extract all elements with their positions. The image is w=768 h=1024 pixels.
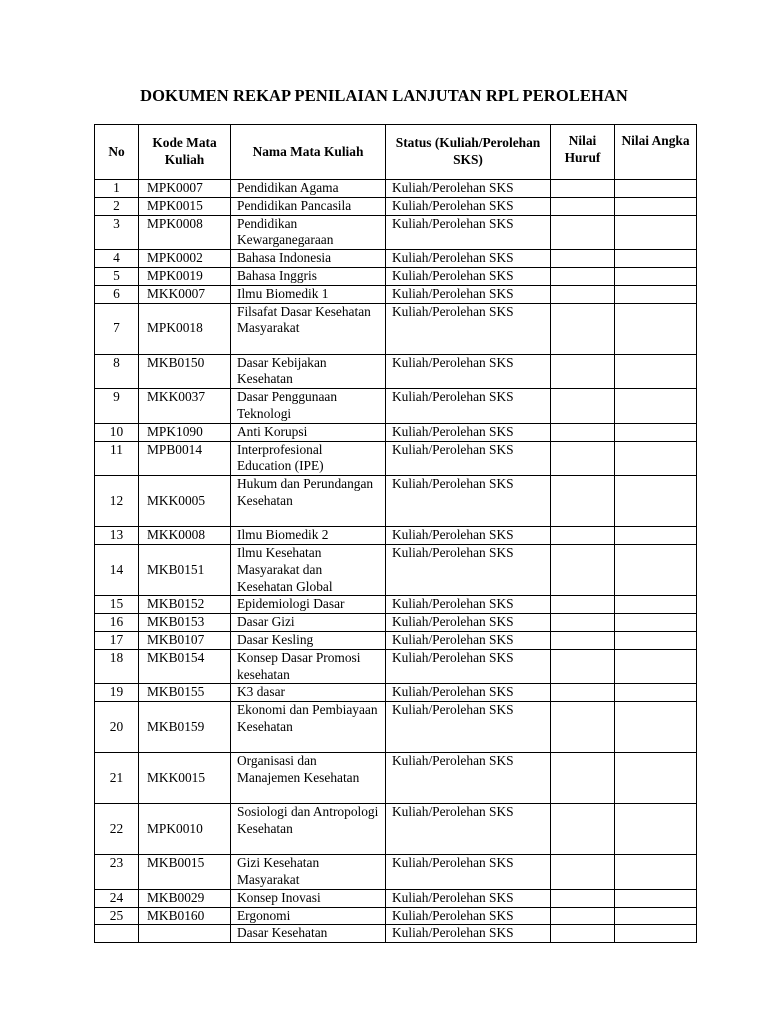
course-code: MPK0002 — [139, 250, 231, 268]
nilai-angka-cell — [615, 215, 697, 250]
document-title: DOKUMEN REKAP PENILAIAN LANJUTAN RPL PEROLEHAN — [140, 86, 628, 105]
course-code: MKB0015 — [139, 855, 231, 890]
nilai-angka-cell — [615, 354, 697, 389]
row-number: 2 — [95, 197, 139, 215]
table-row — [95, 303, 697, 354]
course-status: Kuliah/Perolehan SKS — [386, 889, 551, 907]
course-status: Kuliah/Perolehan SKS — [386, 753, 551, 804]
table-row — [95, 804, 697, 855]
nilai-angka-cell — [615, 285, 697, 303]
course-name: Dasar Kesehatan — [231, 925, 386, 943]
row-number: 9 — [95, 389, 139, 424]
course-name: Dasar Gizi — [231, 614, 386, 632]
course-status: Kuliah/Perolehan SKS — [386, 197, 551, 215]
table-row — [95, 925, 697, 943]
table-row — [95, 285, 697, 303]
course-code: MKB0152 — [139, 596, 231, 614]
row-number: 16 — [95, 614, 139, 632]
course-name: Pendidikan Kewarganegaraan — [231, 215, 386, 250]
table-row — [95, 250, 697, 268]
nilai-huruf-cell — [551, 423, 615, 441]
row-number: 5 — [95, 267, 139, 285]
course-name: Interprofesional Education (IPE) — [231, 441, 386, 476]
nilai-huruf-cell — [551, 180, 615, 198]
course-name: Dasar Kebijakan Kesehatan — [231, 354, 386, 389]
nilai-angka-cell — [615, 649, 697, 684]
nilai-angka-cell — [615, 925, 697, 943]
row-number: 17 — [95, 631, 139, 649]
nilai-angka-cell — [615, 614, 697, 632]
nilai-angka-cell — [615, 544, 697, 595]
row-number: 11 — [95, 441, 139, 476]
nilai-angka-cell — [615, 702, 697, 753]
row-number: 24 — [95, 889, 139, 907]
row-number: 8 — [95, 354, 139, 389]
row-number: 19 — [95, 684, 139, 702]
course-status: Kuliah/Perolehan SKS — [386, 925, 551, 943]
nilai-huruf-cell — [551, 544, 615, 595]
table-row — [95, 907, 697, 925]
course-code: MKK0037 — [139, 389, 231, 424]
course-name: Dasar Penggunaan Teknologi — [231, 389, 386, 424]
course-status: Kuliah/Perolehan SKS — [386, 855, 551, 890]
table-row — [95, 753, 697, 804]
course-code: MPK0019 — [139, 267, 231, 285]
nilai-angka-cell — [615, 423, 697, 441]
nilai-angka-cell — [615, 889, 697, 907]
course-status: Kuliah/Perolehan SKS — [386, 180, 551, 198]
course-status: Kuliah/Perolehan SKS — [386, 804, 551, 855]
row-number: 14 — [95, 544, 139, 595]
table-row — [95, 527, 697, 545]
table-row — [95, 423, 697, 441]
nilai-huruf-cell — [551, 250, 615, 268]
course-code: MKK0015 — [139, 753, 231, 804]
course-code: MPK0010 — [139, 804, 231, 855]
course-code: MKB0153 — [139, 614, 231, 632]
course-code: MKB0029 — [139, 889, 231, 907]
row-number: 15 — [95, 596, 139, 614]
row-number: 22 — [95, 804, 139, 855]
nilai-huruf-cell — [551, 925, 615, 943]
row-number: 4 — [95, 250, 139, 268]
course-name: Ilmu Biomedik 1 — [231, 285, 386, 303]
table-header-row — [95, 125, 697, 180]
course-name: Hukum dan Perundangan Kesehatan — [231, 476, 386, 527]
nilai-angka-cell — [615, 267, 697, 285]
nilai-huruf-cell — [551, 889, 615, 907]
course-status: Kuliah/Perolehan SKS — [386, 267, 551, 285]
course-name: Gizi Kesehatan Masyarakat — [231, 855, 386, 890]
nilai-huruf-cell — [551, 389, 615, 424]
course-status: Kuliah/Perolehan SKS — [386, 544, 551, 595]
course-status: Kuliah/Perolehan SKS — [386, 250, 551, 268]
course-name: Ilmu Biomedik 2 — [231, 527, 386, 545]
table-row — [95, 631, 697, 649]
course-status: Kuliah/Perolehan SKS — [386, 423, 551, 441]
row-number: 18 — [95, 649, 139, 684]
header-no: No — [95, 125, 139, 180]
course-status: Kuliah/Perolehan SKS — [386, 215, 551, 250]
course-name: Pendidikan Pancasila — [231, 197, 386, 215]
nilai-angka-cell — [615, 180, 697, 198]
course-code — [139, 925, 231, 943]
course-code: MKB0159 — [139, 702, 231, 753]
table-row — [95, 476, 697, 527]
nilai-angka-cell — [615, 855, 697, 890]
row-number: 21 — [95, 753, 139, 804]
row-number: 23 — [95, 855, 139, 890]
header-nama-mata-kuliah: Nama Mata Kuliah — [231, 125, 386, 180]
nilai-angka-cell — [615, 389, 697, 424]
course-name: Konsep Inovasi — [231, 889, 386, 907]
row-number: 13 — [95, 527, 139, 545]
course-name: Anti Korupsi — [231, 423, 386, 441]
course-code: MPK0015 — [139, 197, 231, 215]
course-status: Kuliah/Perolehan SKS — [386, 303, 551, 354]
table-row — [95, 267, 697, 285]
nilai-huruf-cell — [551, 804, 615, 855]
course-status: Kuliah/Perolehan SKS — [386, 285, 551, 303]
nilai-huruf-cell — [551, 285, 615, 303]
course-status: Kuliah/Perolehan SKS — [386, 649, 551, 684]
course-code: MPK0008 — [139, 215, 231, 250]
course-name: Ergonomi — [231, 907, 386, 925]
course-code: MPK0018 — [139, 303, 231, 354]
course-name: K3 dasar — [231, 684, 386, 702]
course-status: Kuliah/Perolehan SKS — [386, 907, 551, 925]
table-row — [95, 180, 697, 198]
row-number: 6 — [95, 285, 139, 303]
nilai-angka-cell — [615, 804, 697, 855]
course-status: Kuliah/Perolehan SKS — [386, 684, 551, 702]
row-number — [95, 925, 139, 943]
course-code: MKB0150 — [139, 354, 231, 389]
table-row — [95, 855, 697, 890]
nilai-huruf-cell — [551, 631, 615, 649]
course-name: Bahasa Indonesia — [231, 250, 386, 268]
table-row — [95, 649, 697, 684]
nilai-angka-cell — [615, 684, 697, 702]
nilai-angka-cell — [615, 441, 697, 476]
table-row — [95, 389, 697, 424]
nilai-angka-cell — [615, 753, 697, 804]
table-row — [95, 215, 697, 250]
table-row — [95, 614, 697, 632]
nilai-angka-cell — [615, 527, 697, 545]
course-name: Ekonomi dan Pembiayaan Kesehatan — [231, 702, 386, 753]
row-number: 10 — [95, 423, 139, 441]
course-code: MKB0155 — [139, 684, 231, 702]
grade-recap-table — [94, 124, 697, 943]
row-number: 20 — [95, 702, 139, 753]
course-name: Epidemiologi Dasar — [231, 596, 386, 614]
row-number: 3 — [95, 215, 139, 250]
row-number: 25 — [95, 907, 139, 925]
course-status: Kuliah/Perolehan SKS — [386, 614, 551, 632]
nilai-huruf-cell — [551, 354, 615, 389]
course-code: MKK0008 — [139, 527, 231, 545]
course-name: Sosiologi dan Antropologi Kesehatan — [231, 804, 386, 855]
course-status: Kuliah/Perolehan SKS — [386, 527, 551, 545]
course-name: Bahasa Inggris — [231, 267, 386, 285]
course-status: Kuliah/Perolehan SKS — [386, 441, 551, 476]
table-row — [95, 702, 697, 753]
table-row — [95, 684, 697, 702]
table-row — [95, 596, 697, 614]
nilai-angka-cell — [615, 303, 697, 354]
nilai-huruf-cell — [551, 441, 615, 476]
course-name: Filsafat Dasar Kesehatan Masyarakat — [231, 303, 386, 354]
nilai-huruf-cell — [551, 267, 615, 285]
course-status: Kuliah/Perolehan SKS — [386, 389, 551, 424]
nilai-huruf-cell — [551, 215, 615, 250]
nilai-huruf-cell — [551, 476, 615, 527]
nilai-huruf-cell — [551, 614, 615, 632]
nilai-huruf-cell — [551, 684, 615, 702]
header-nilai-angka: Nilai Angka — [615, 125, 697, 180]
course-code: MKB0160 — [139, 907, 231, 925]
course-status: Kuliah/Perolehan SKS — [386, 476, 551, 527]
course-name: Pendidikan Agama — [231, 180, 386, 198]
course-status: Kuliah/Perolehan SKS — [386, 354, 551, 389]
nilai-angka-cell — [615, 596, 697, 614]
course-status: Kuliah/Perolehan SKS — [386, 631, 551, 649]
nilai-huruf-cell — [551, 197, 615, 215]
course-code: MPK0007 — [139, 180, 231, 198]
course-code: MKB0154 — [139, 649, 231, 684]
course-code: MKK0007 — [139, 285, 231, 303]
nilai-huruf-cell — [551, 907, 615, 925]
course-code: MPB0014 — [139, 441, 231, 476]
nilai-huruf-cell — [551, 855, 615, 890]
table-row — [95, 544, 697, 595]
row-number: 1 — [95, 180, 139, 198]
table-row — [95, 889, 697, 907]
course-status: Kuliah/Perolehan SKS — [386, 596, 551, 614]
header-kode-mata-kuliah: Kode Mata Kuliah — [139, 125, 231, 180]
nilai-angka-cell — [615, 197, 697, 215]
course-code: MKB0107 — [139, 631, 231, 649]
course-name: Ilmu Kesehatan Masyarakat dan Kesehatan Global — [231, 544, 386, 595]
nilai-angka-cell — [615, 476, 697, 527]
course-code: MPK1090 — [139, 423, 231, 441]
course-name: Konsep Dasar Promosi kesehatan — [231, 649, 386, 684]
nilai-huruf-cell — [551, 649, 615, 684]
header-status: Status (Kuliah/Perolehan SKS) — [386, 125, 551, 180]
nilai-huruf-cell — [551, 753, 615, 804]
table-row — [95, 441, 697, 476]
course-code: MKK0005 — [139, 476, 231, 527]
table-row — [95, 354, 697, 389]
nilai-angka-cell — [615, 907, 697, 925]
nilai-huruf-cell — [551, 527, 615, 545]
table-row — [95, 197, 697, 215]
row-number: 12 — [95, 476, 139, 527]
course-name: Organisasi dan Manajemen Kesehatan — [231, 753, 386, 804]
nilai-huruf-cell — [551, 596, 615, 614]
course-status: Kuliah/Perolehan SKS — [386, 702, 551, 753]
nilai-huruf-cell — [551, 303, 615, 354]
row-number: 7 — [95, 303, 139, 354]
nilai-angka-cell — [615, 250, 697, 268]
course-code: MKB0151 — [139, 544, 231, 595]
header-nilai-huruf: Nilai Huruf — [551, 125, 615, 180]
nilai-huruf-cell — [551, 702, 615, 753]
course-name: Dasar Kesling — [231, 631, 386, 649]
nilai-angka-cell — [615, 631, 697, 649]
